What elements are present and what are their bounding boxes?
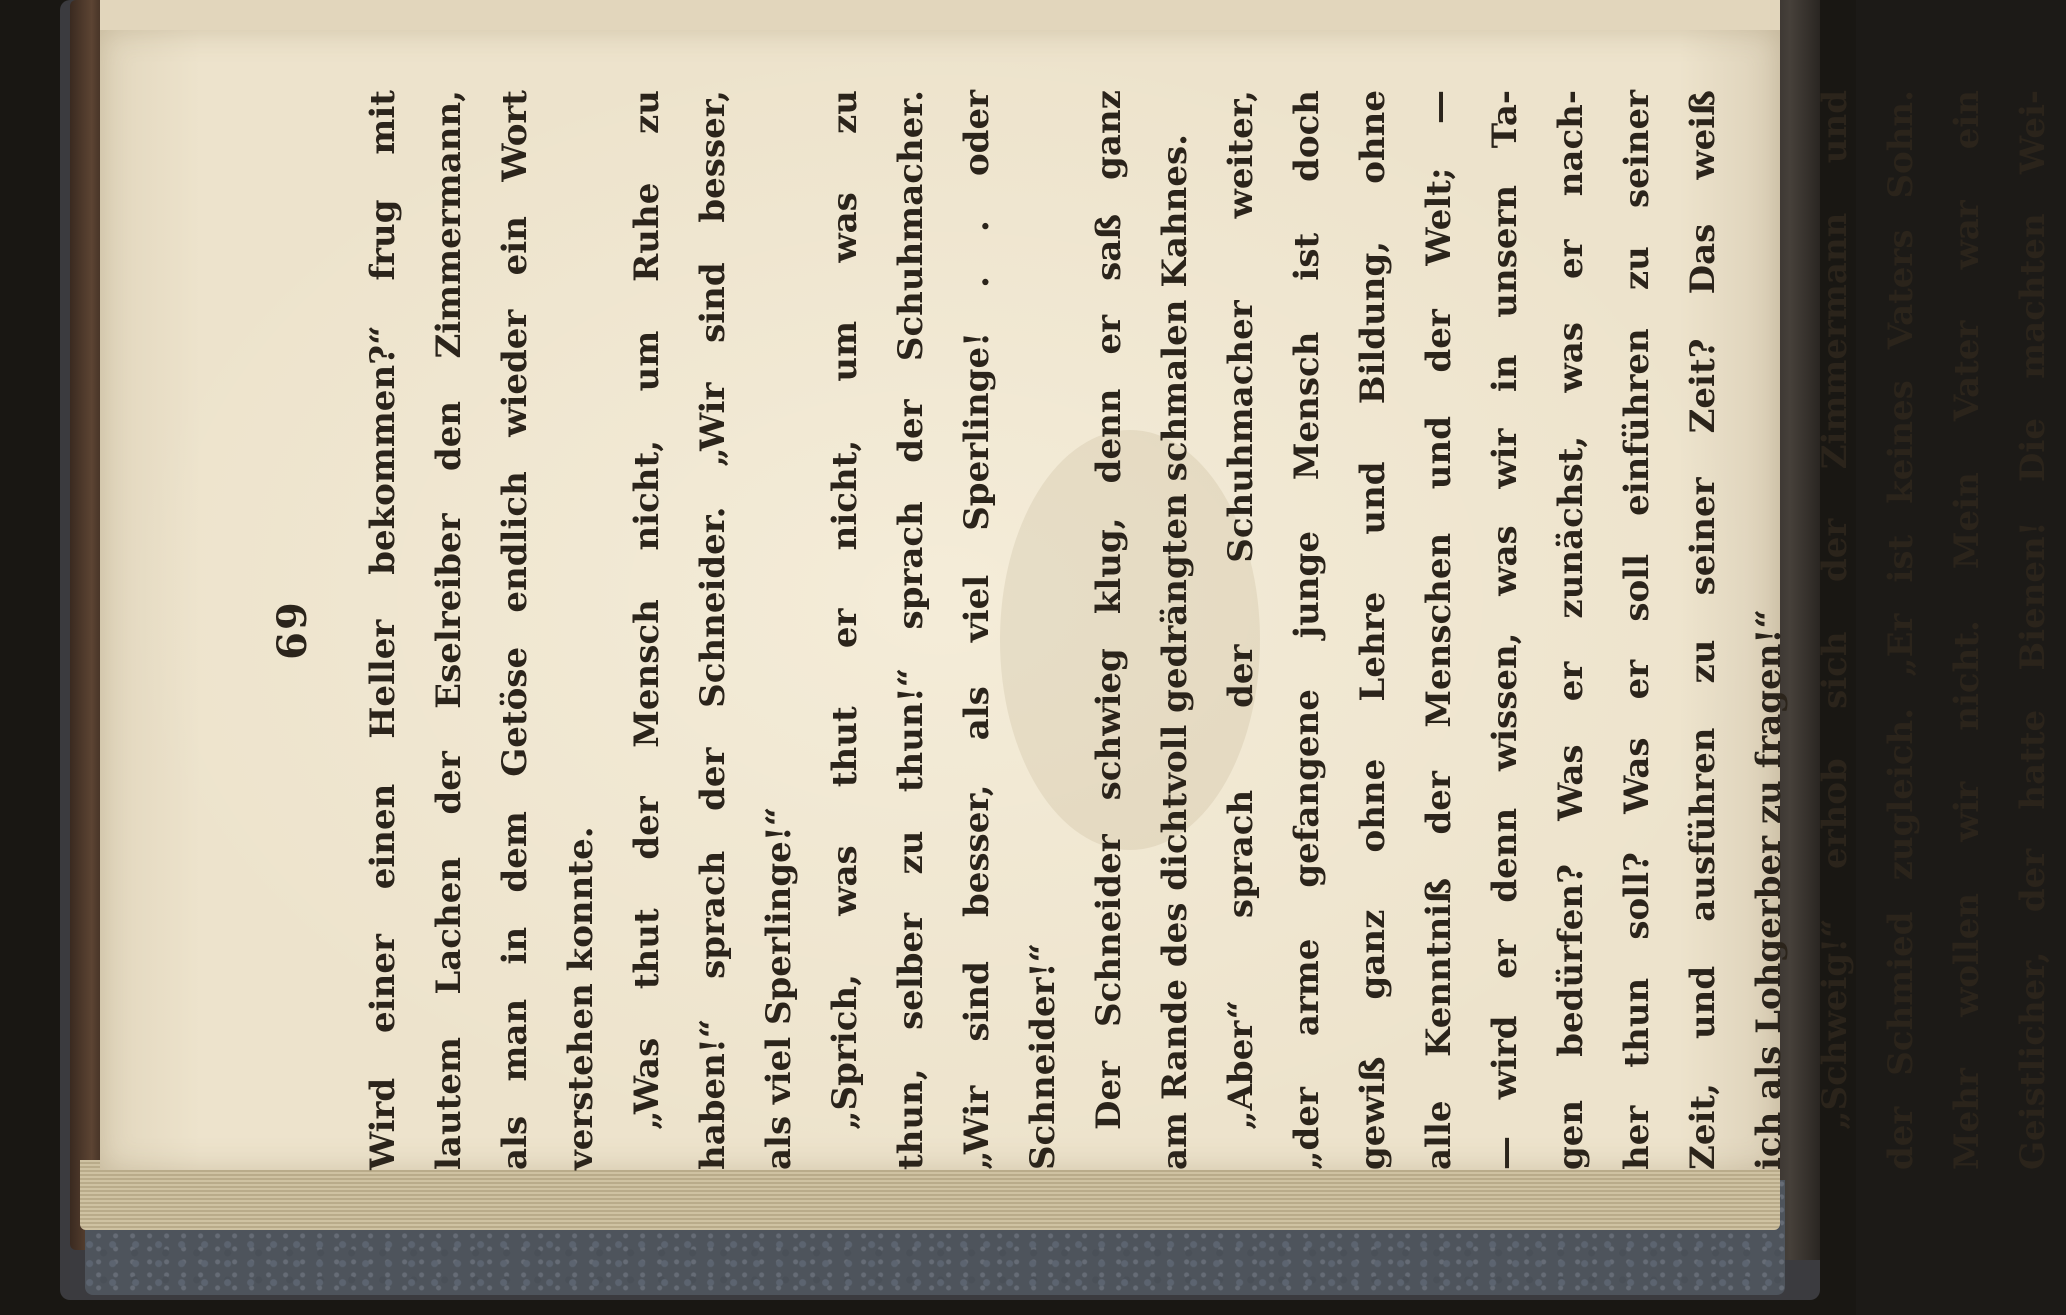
- text-line: her thun soll? Was er soll einführen zu seiner: [1617, 90, 1657, 1170]
- text-line: als man in dem Getöse endlich wieder ein Wort: [495, 90, 535, 1170]
- text-line: Zeit, und ausführen zu seiner Zeit? Das weiß: [1683, 90, 1723, 1170]
- text-line: Der Schneider schwieg klug, denn er saß ganz: [1089, 90, 1129, 1130]
- text-line: gen bedürfen? Was er zunächst, was er nach-: [1551, 90, 1591, 1170]
- text-line: Mehr wollen wir nicht. Mein Vater war ein: [1947, 90, 1987, 1170]
- text-line: lautem Lachen der Eselreiber den Zimmermann,: [429, 90, 469, 1170]
- text-line: Geistlicher, der hatte Bienen! Die machten Wei-: [2013, 90, 2053, 1170]
- text-line: als viel Sperlinge!“: [759, 806, 799, 1170]
- text-line: der Schmied zugleich. „Er ist keines Vaters Sohn.: [1881, 90, 1921, 1170]
- text-line: thun, selber zu thun!“ sprach der Schuhmacher.: [891, 90, 931, 1170]
- text-frame: [240, 90, 2053, 1170]
- text-line: gewiß ganz ohne Lehre und Bildung, ohne: [1353, 90, 1393, 1170]
- text-line: „Aber“ sprach der Schuhmacher weiter,: [1221, 90, 1261, 1130]
- book-page: [100, 30, 2053, 1170]
- previous-page-edge: [100, 0, 1780, 30]
- text-line: Wird einer einen Heller bekommen?“ frug mit: [363, 90, 403, 1170]
- text-line: „der arme gefangene junge Mensch ist doch: [1287, 90, 1327, 1170]
- text-line: „Was thut der Mensch nicht, um Ruhe zu: [627, 90, 667, 1130]
- text-line: alle Kenntniß der Menschen und der Welt; —: [1419, 90, 1459, 1170]
- text-line: verstehen konnte.: [561, 826, 601, 1170]
- text-line: am Rande des dichtvoll gedrängten schmalen Kahnes.: [1155, 134, 1195, 1170]
- text-line: „Sprich, was thut er nicht, um was zu: [825, 90, 865, 1130]
- text-line: ich als Lohgerber zu fragen!“: [1749, 609, 1789, 1170]
- text-line: haben!“ sprach der Schneider. „Wir sind besser,: [693, 90, 733, 1170]
- text-line: — wird er denn wissen, was wir in unsern Ta-: [1485, 90, 1525, 1170]
- text-lines: [350, 90, 2066, 1170]
- text-line: „Schweig!“ erhob sich der Zimmermann und: [1815, 90, 1855, 1130]
- page-number: 69: [269, 600, 316, 660]
- page-fore-edge: [80, 1160, 1780, 1230]
- text-line: Schneider!“: [1023, 942, 1063, 1170]
- rotated-text-block: [240, 90, 2053, 1170]
- text-line: „Wir sind besser, als viel Sperlinge! . . oder: [957, 90, 997, 1170]
